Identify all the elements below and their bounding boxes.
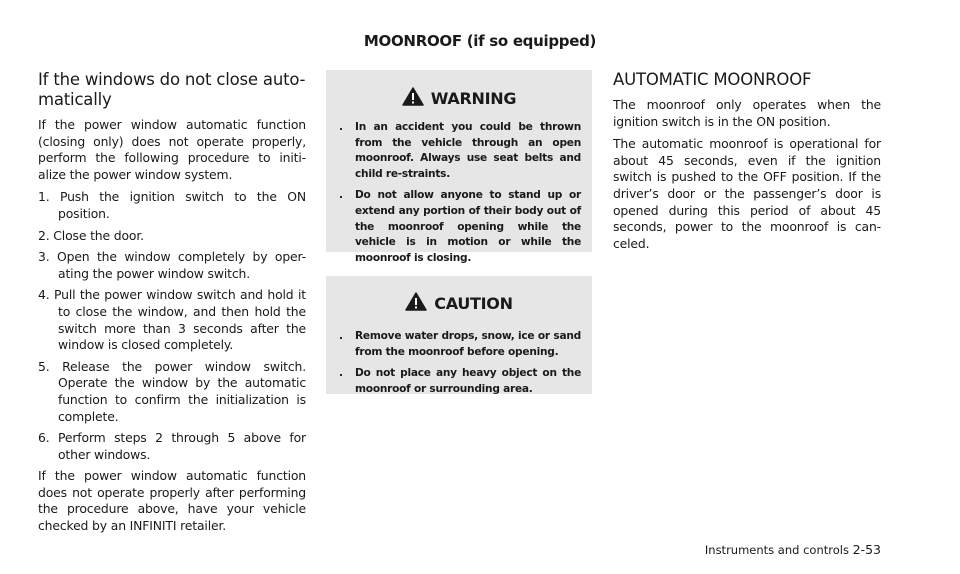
body-paragraph: The moonroof only operates when the ignition switch is in the ON position. xyxy=(613,97,881,129)
intro-paragraph: If the power window automatic function (closing only) does not operate properly, perform the following procedure to initi-alize the power window system. xyxy=(38,117,306,182)
step-item: 1. Push the ignition switch to the ON position. xyxy=(38,189,306,221)
step-item: 5. Release the power window switch. Operate the window by the automatic function to confirm the initialization is complete. xyxy=(38,358,306,424)
caution-box xyxy=(326,276,592,394)
caution-list xyxy=(337,329,581,397)
caution-triangle-icon xyxy=(405,292,427,315)
warning-item: . In an accident you could be thrown from the vehicle through an open moonroof. Always use seat belts and child re-straints. xyxy=(339,121,581,180)
page-header-title: MOONROOF (if so equipped) xyxy=(363,32,597,50)
caution-item: . Do not place any heavy object on the moonroof or surrounding area. xyxy=(339,367,581,395)
footer-page-number: 2-53 xyxy=(852,542,881,557)
step-item: 2. Close the door. xyxy=(38,227,144,243)
caution-title: CAUTION xyxy=(434,294,513,313)
outro-paragraph: If the power window automatic function does not operate properly after performing the procedure above, have your vehicle checked by an INFINITI retailer. xyxy=(38,468,306,534)
step-item: 6. Perform steps 2 through 5 above for other windows. xyxy=(38,430,306,462)
right-column xyxy=(613,70,881,258)
section-heading: AUTOMATIC MOONROOF xyxy=(613,70,812,89)
body-paragraph: The automatic moonroof is operational for about 45 seconds, even if the ignition switch is pushed to the OFF position. If the driver’s door or the passenger’s door is opened during this period of about 45 seconds, power to the moonroof is can-celed. xyxy=(613,136,881,251)
warning-title: WARNING xyxy=(430,89,517,108)
caution-item: . Remove water drops, snow, ice or sand from the moonroof before opening. xyxy=(339,330,581,358)
section-heading: If the windows do not close auto- matically xyxy=(38,70,306,109)
warning-box xyxy=(326,70,592,264)
left-column xyxy=(38,70,306,541)
warning-item: . Do not allow anyone to stand up or extend any portion of their body out of the moonroof opening while the vehicle is in motion or while the moonroof is closing. xyxy=(339,189,581,264)
step-item: 3. Open the window completely by oper-ating the power window switch. xyxy=(38,249,306,281)
warning-triangle-icon xyxy=(402,87,424,110)
steps-list xyxy=(38,189,306,463)
warning-list xyxy=(337,120,581,266)
page-footer xyxy=(700,542,881,557)
caution-header xyxy=(337,292,581,315)
warning-header xyxy=(337,87,581,110)
middle-column xyxy=(326,70,592,394)
step-item: 4. Pull the power window switch and hold it to close the window, and then hold the switch more than 3 seconds after the window is closed completely. xyxy=(38,287,306,353)
footer-chapter: Instruments and controls xyxy=(704,543,849,557)
